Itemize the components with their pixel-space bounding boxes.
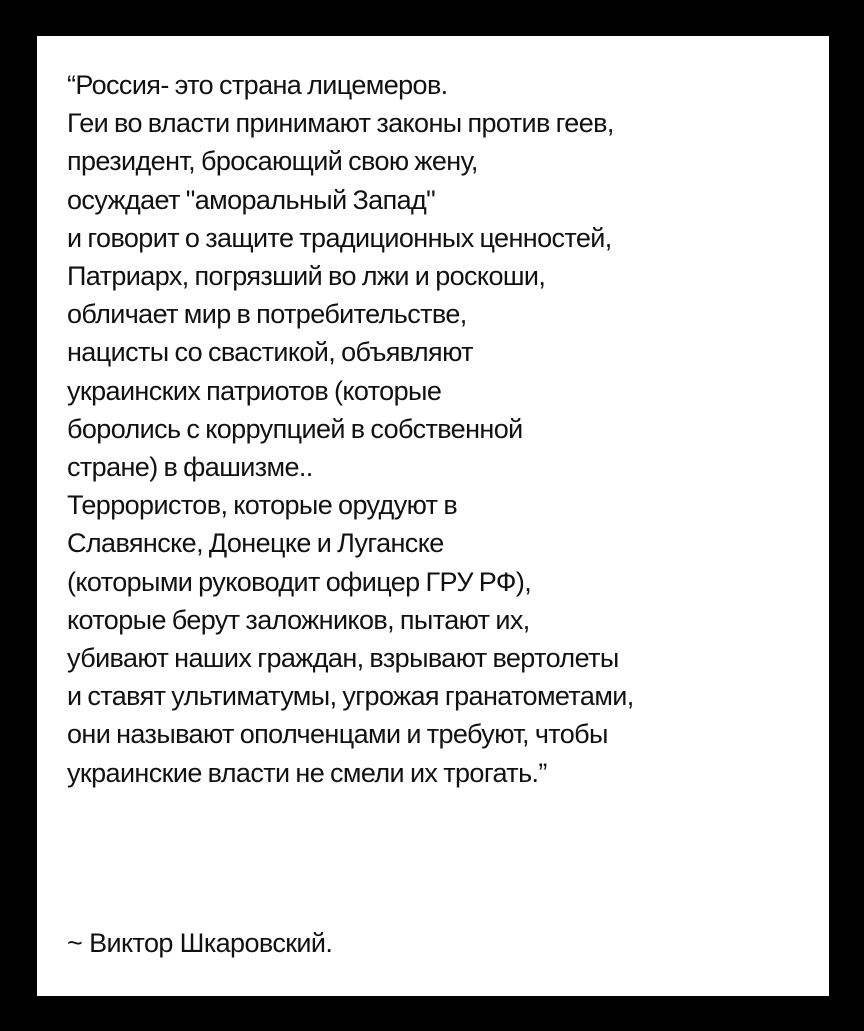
quote-text [67,66,817,792]
quote-line: которые берут заложников, пытают их, [67,604,530,635]
quote-line: и ставят ультиматумы, угрожая гранатометами, [67,681,634,712]
quote-line: стране) в фашизме.. [67,452,313,483]
quote-line: “Россия- это страна лицемеров. [67,70,448,100]
quote-card [37,36,829,996]
quote-line: Патриарх, погрязший во лжи и роскоши, [67,261,546,292]
quote-line: обличает мир в потребительстве, [67,299,467,330]
quote-line: Геи во власти принимают законы против геев, [67,108,614,139]
quote-line: убивают наших граждан, взрывают вертолеты [67,643,619,674]
quote-line: осуждает "аморальный Запад" [67,184,436,215]
quote-line: (которыми руководит офицер ГРУ РФ), [67,566,532,597]
quote-attribution: ~ Виктор Шкаровский. [67,928,333,958]
quote-line: украинские власти не смели их трогать.” [67,757,547,788]
quote-line: Славянске, Донецке и Луганске [67,528,444,559]
quote-line: боролись с коррупцией в собственной [67,413,523,444]
quote-line: нацисты со свастикой, объявляют [67,337,473,368]
quote-line: украинских патриотов (которые [67,375,442,406]
quote-line: и говорит о защите традиционных ценностей, [67,222,612,253]
quote-line: они называют ополченцами и требуют, чтобы [67,719,608,750]
quote-line: Террористов, которые орудуют в [67,490,458,521]
quote-line: президент, бросающий свою жену, [67,146,478,177]
